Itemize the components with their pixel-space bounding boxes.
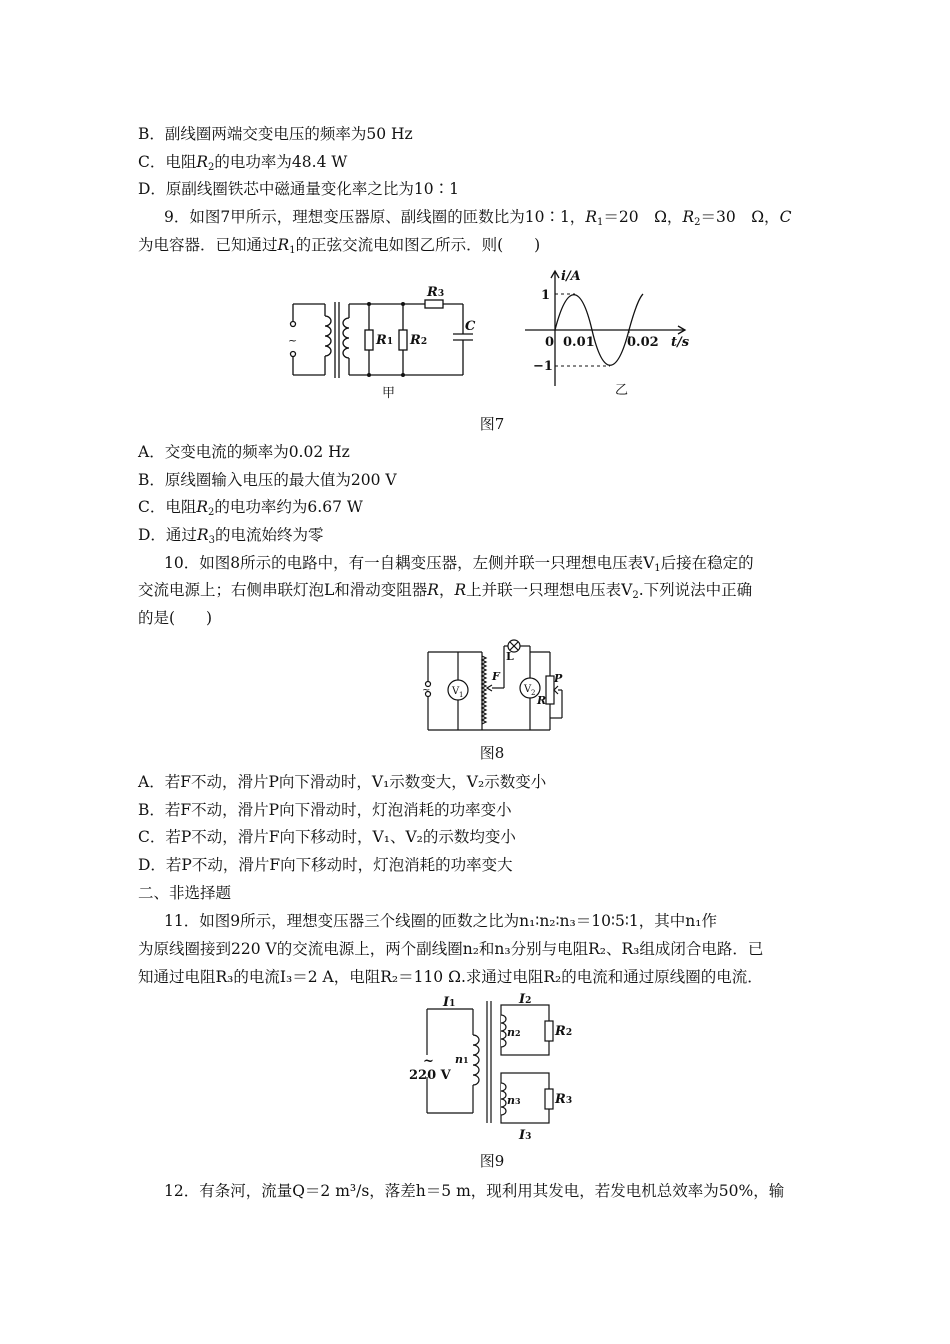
- svg-text:I2: I2: [519, 992, 532, 1007]
- figure7-caption: 图7: [479, 415, 505, 433]
- q9-stem-line2: 为电容器．已知通过$R_1$的正弦交流电如图乙所示．则( ): [138, 236, 541, 256]
- q9-option-a: A．交变电流的频率为0.02 Hz: [138, 443, 350, 461]
- svg-text:R: R: [537, 694, 547, 707]
- q10-stem-line1: 10．如图8所示的电路中，有一自耦变压器，左侧并联一只理想电压表$V_1$后接在稳定的: [164, 554, 754, 574]
- q8-option-b: B．副线圈两端交变电压的频率为50 Hz: [138, 125, 413, 143]
- svg-text:R2: R2: [555, 1024, 573, 1039]
- svg-text:R3: R3: [555, 1092, 573, 1107]
- figure8-circuit: [420, 638, 580, 738]
- q9-option-c: C．电阻$R_2$的电功率约为6.67 W: [138, 498, 363, 518]
- svg-text:0: 0: [545, 335, 555, 350]
- svg-text:0.02: 0.02: [627, 335, 659, 350]
- svg-text:−1: −1: [533, 359, 553, 374]
- figure9-transformer: [405, 992, 585, 1145]
- section-heading: 二、非选择题: [138, 884, 232, 902]
- svg-text:1: 1: [459, 691, 464, 699]
- q9-stem-line1: 9．如图7甲所示，理想变压器原、副线圈的匝数比为10∶1，$R_1=20$ Ω，$R_2=30$ Ω，C: [164, 208, 792, 228]
- q11-stem-line1: 11．如图9所示，理想变压器三个线圈的匝数之比为n₁∶n₂∶n₃＝10∶5∶1，其中n₁作: [164, 912, 717, 930]
- figure7-label-yi: 乙: [615, 383, 629, 398]
- svg-text:V: V: [524, 684, 532, 695]
- svg-text:n1: n1: [455, 1053, 469, 1066]
- figure7-current-graph: [515, 268, 705, 398]
- svg-text:R1: R1: [376, 333, 394, 348]
- q10-stem-line3: 的是( ): [138, 609, 213, 627]
- q10-option-b: B．若F不动，滑片P向下滑动时，灯泡消耗的功率变小: [138, 801, 512, 819]
- svg-text:0.01: 0.01: [563, 335, 595, 350]
- figure9-caption: 图9: [479, 1152, 505, 1170]
- q11-stem-line2: 为原线圈接到220 V的交流电源上，两个副线圈n₂和n₃分别与电阻R₂、R₃组成闭合电路．已: [138, 940, 764, 958]
- svg-text:C: C: [465, 319, 476, 334]
- svg-text:V: V: [452, 686, 460, 697]
- svg-text:i/A: i/A: [561, 269, 581, 284]
- q10-stem-line2: 交流电源上；右侧串联灯泡L和滑动变阻器R，R上并联一只理想电压表$V_2$.下列说法中正确: [138, 581, 753, 601]
- svg-text:R3: R3: [427, 285, 445, 300]
- svg-text:I1: I1: [443, 995, 456, 1010]
- svg-text:F: F: [492, 670, 500, 683]
- q10-option-d: D．若P不动，滑片F向下移动时，灯泡消耗的功率变大: [138, 856, 513, 874]
- svg-text:R2: R2: [410, 333, 428, 348]
- svg-text:L: L: [506, 650, 514, 663]
- figure7-circuit: [285, 282, 485, 402]
- svg-text:t/s: t/s: [671, 335, 690, 350]
- q9-option-d: D．通过$R_3$的电流始终为零: [138, 526, 324, 546]
- svg-text:I3: I3: [519, 1128, 532, 1143]
- q11-stem-line3: 知通过电阻R₃的电流I₃＝2 A，电阻R₂＝110 Ω.求通过电阻R₂的电流和通过原线圈的电流．: [138, 968, 763, 986]
- q10-option-a: A．若F不动，滑片P向下滑动时，V₁示数变大，V₂示数变小: [138, 773, 547, 791]
- svg-text:~: ~: [422, 685, 431, 696]
- q8-option-d: D．原副线圈铁芯中磁通量变化率之比为10∶1: [138, 180, 460, 198]
- figure9-voltage: 220 V: [409, 1068, 451, 1083]
- svg-text:~: ~: [288, 334, 298, 347]
- figure8-caption: 图8: [479, 744, 505, 762]
- svg-text:P: P: [554, 672, 563, 685]
- q8-option-c: C．电阻$R_2$的电功率为48.4 W: [138, 153, 348, 173]
- svg-text:n2: n2: [507, 1026, 521, 1039]
- figure7-label-jia: 甲: [382, 386, 396, 401]
- svg-text:1: 1: [541, 288, 551, 303]
- q12-stem-line1: 12．有条河，流量Q＝2 m³/s，落差h＝5 m，现利用其发电，若发电机总效率为50%，输: [164, 1182, 785, 1200]
- svg-text:~: ~: [423, 1054, 434, 1069]
- svg-text:n3: n3: [507, 1094, 521, 1107]
- q9-option-b: B．原线圈输入电压的最大值为200 V: [138, 471, 397, 489]
- q10-option-c: C．若P不动，滑片F向下移动时，V₁、V₂的示数均变小: [138, 828, 516, 846]
- svg-text:2: 2: [531, 689, 536, 697]
